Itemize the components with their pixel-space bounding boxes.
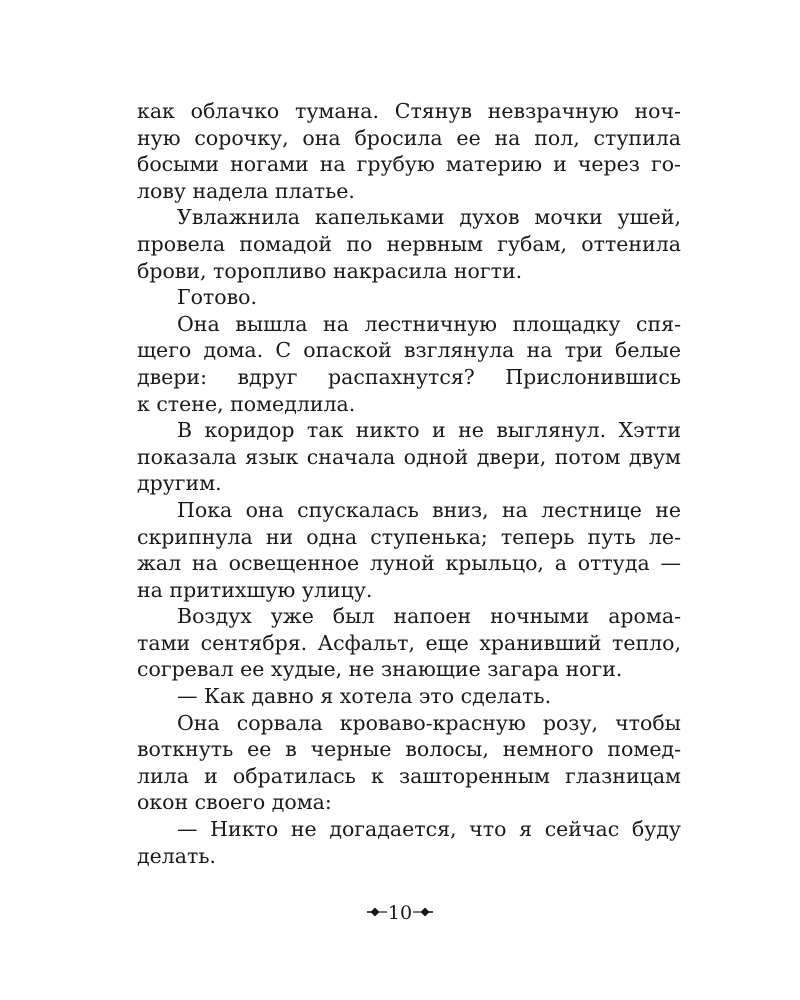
ornament-left-icon xyxy=(366,906,388,918)
paragraph xyxy=(137,284,681,311)
text-line: провела помадой по нервным губам, оттенила xyxy=(137,231,681,256)
paragraph xyxy=(137,603,681,683)
text-line: воткнуть ее в черные волосы, немного помед- xyxy=(137,737,681,762)
text-line: ную сорочку, она бросила ее на пол, ступила xyxy=(137,125,681,150)
page-number xyxy=(0,902,800,924)
text-line: на притихшую улицу. xyxy=(137,577,373,602)
text-line: В коридор так никто и не выглянул. Хэтти xyxy=(177,418,681,443)
paragraph xyxy=(137,683,681,710)
text-line: к стене, помедлила. xyxy=(137,391,356,416)
text-line: Она сорвала кроваво-красную розу, чтобы xyxy=(177,710,681,735)
text-line: Пока она спускалась вниз, на лестнице не xyxy=(177,497,681,522)
text-line: двери: вдруг распахнутся? Прислонившись xyxy=(137,364,681,389)
text-line: босыми ногами на грубую материю и через го- xyxy=(137,152,681,177)
text-line: другим. xyxy=(137,471,222,496)
text-line: Увлажнила капельками духов мочки ушей, xyxy=(177,205,681,230)
paragraph xyxy=(137,204,681,284)
text-line: показала язык сначала одной двери, потом двум xyxy=(137,444,681,469)
text-line: Воздух уже был напоен ночными арома- xyxy=(177,604,681,629)
paragraph xyxy=(137,311,681,417)
paragraph xyxy=(137,497,681,603)
paragraph xyxy=(137,417,681,497)
text-line: щего дома. С опаской взглянула на три белые xyxy=(137,338,681,363)
paragraph xyxy=(137,816,681,869)
text-line: — Никто не догадается, что я сейчас буду xyxy=(177,817,681,842)
text-line: Она вышла на лестничную площадку спя- xyxy=(177,311,681,336)
text-line: брови, торопливо накрасила ногти. xyxy=(137,258,523,283)
paragraph xyxy=(137,98,681,204)
text-line: лову надела платье. xyxy=(137,178,355,203)
text-line: как облачко тумана. Стянув невзрачную ноч- xyxy=(137,99,681,123)
ornament-right-icon xyxy=(412,906,434,918)
text-line: лила и обратилась к зашторенным глазницам xyxy=(137,763,681,788)
paragraph xyxy=(137,710,681,816)
text-line: жал на освещенное луной крыльцо, а оттуда — xyxy=(137,551,681,576)
text-line: тами сентября. Асфальт, еще хранивший тепло, xyxy=(137,630,681,655)
page-body xyxy=(137,98,681,869)
text-line: — Как давно я хотела это сделать. xyxy=(177,684,552,709)
text-line: окон своего дома: xyxy=(137,790,332,815)
text-line: скрипнула ни одна ступенька; теперь путь ле- xyxy=(137,524,681,549)
text-line: согревал ее худые, не знающие загара ноги. xyxy=(137,657,623,682)
text-line: делать. xyxy=(137,843,217,868)
text-line: Готово. xyxy=(177,285,257,310)
page-number-text: 10 xyxy=(387,902,413,924)
